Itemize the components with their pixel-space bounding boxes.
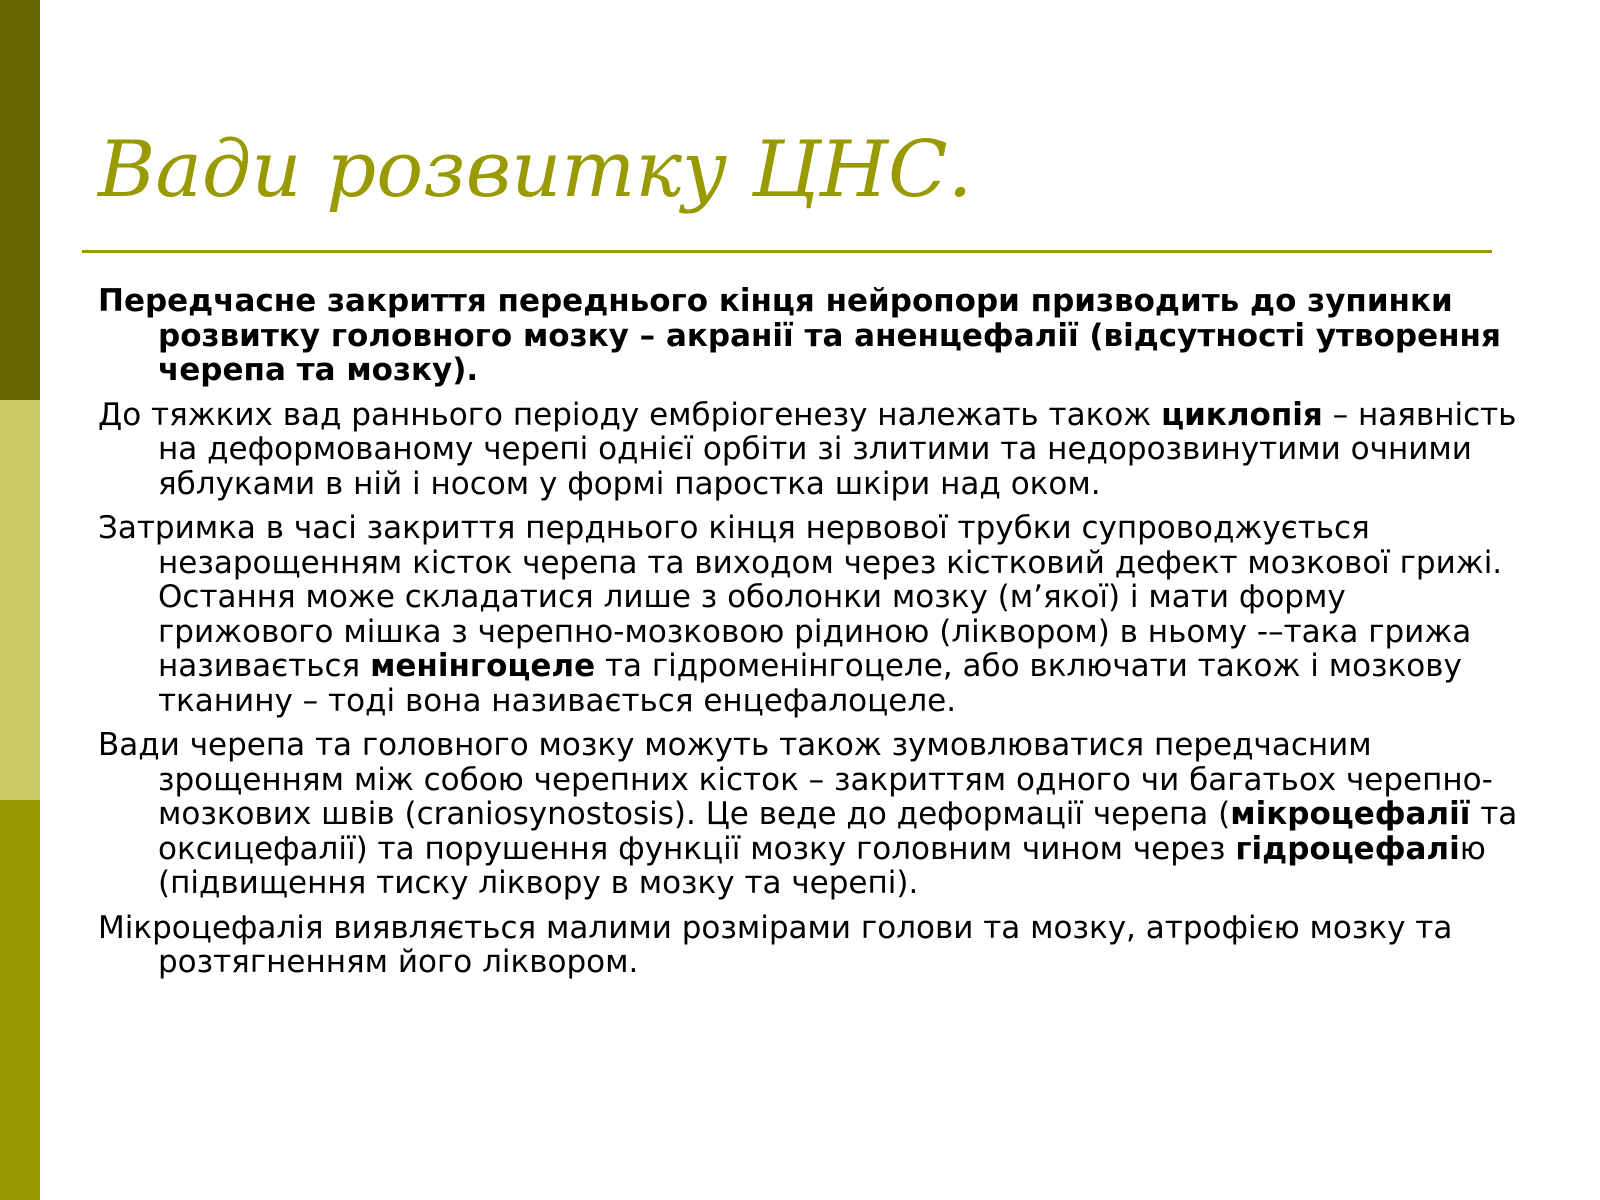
paragraph-text: ю (підвищення тиску ліквору в мозку та черепі). <box>158 830 1486 901</box>
paragraph-text: та гідроменінгоцеле, або включати також і мозкову тканину – тоді вона називається енцефалоцеле. <box>158 648 1462 719</box>
paragraph-text: Вади черепа та головного мозку можуть також зумовлюватися передчасним зрощенням між собою черепних кісток – закриттям одного чи багатьох черепно-мозкових швів (craniosynostosis). Це веде до деформації черепа ( <box>98 727 1493 832</box>
paragraph-text: – наявність на деформованому черепі однієї орбіти зі злитими та недорозвинутими очними яблуками в ній і носом у формі паростка шкіри над оком. <box>158 396 1517 502</box>
paragraph-cyclopia <box>98 398 1518 502</box>
term-cyclopia: циклопія <box>1161 396 1323 433</box>
paragraph-anencephaly <box>98 284 1518 388</box>
paragraph-text: Передчасне закриття переднього кінця нейропори призводить до зупинки розвитку головного мозку – акранії та аненцефалії (відсутності утворення черепа та мозку). <box>98 283 1501 388</box>
paragraph-craniosynostosis <box>98 728 1518 901</box>
slide-title: Вади розвитку ЦНС. <box>98 125 973 215</box>
slide-body <box>98 284 1518 990</box>
paragraph-text: Затримка в часі закриття перднього кінця нервової трубки супроводжується незарощенням кісток черепа та виходом через кістковий дефект мозкової грижі. Остання може складатися лише з оболонки мозку (м’якої) і мати форму грижового мішка з черепно-мозковою рідиною (ліквором) в ньому -–така грижа називається <box>98 510 1503 684</box>
term-microcephaly: мікроцефалії <box>1230 796 1471 832</box>
paragraph-meningocele <box>98 511 1518 718</box>
paragraph-text: та оксицефалії) та порушення функції мозку головним чином через <box>158 796 1518 867</box>
paragraph-text: Мікроцефалія виявляється малими розмірами голови та мозку, атрофією мозку та розтягненням його ліквором. <box>98 909 1453 980</box>
side-band-bottom <box>0 800 40 1200</box>
term-meningocele: менінгоцеле <box>370 648 596 684</box>
term-hydrocephaly: гідроцефалі <box>1235 830 1460 867</box>
side-band-top <box>0 0 40 400</box>
side-band-middle <box>0 400 40 800</box>
paragraph-microcephaly <box>98 911 1518 980</box>
title-underline <box>82 250 1492 253</box>
paragraph-text: До тяжких вад раннього періоду ембріогенезу належать також <box>98 396 1162 433</box>
